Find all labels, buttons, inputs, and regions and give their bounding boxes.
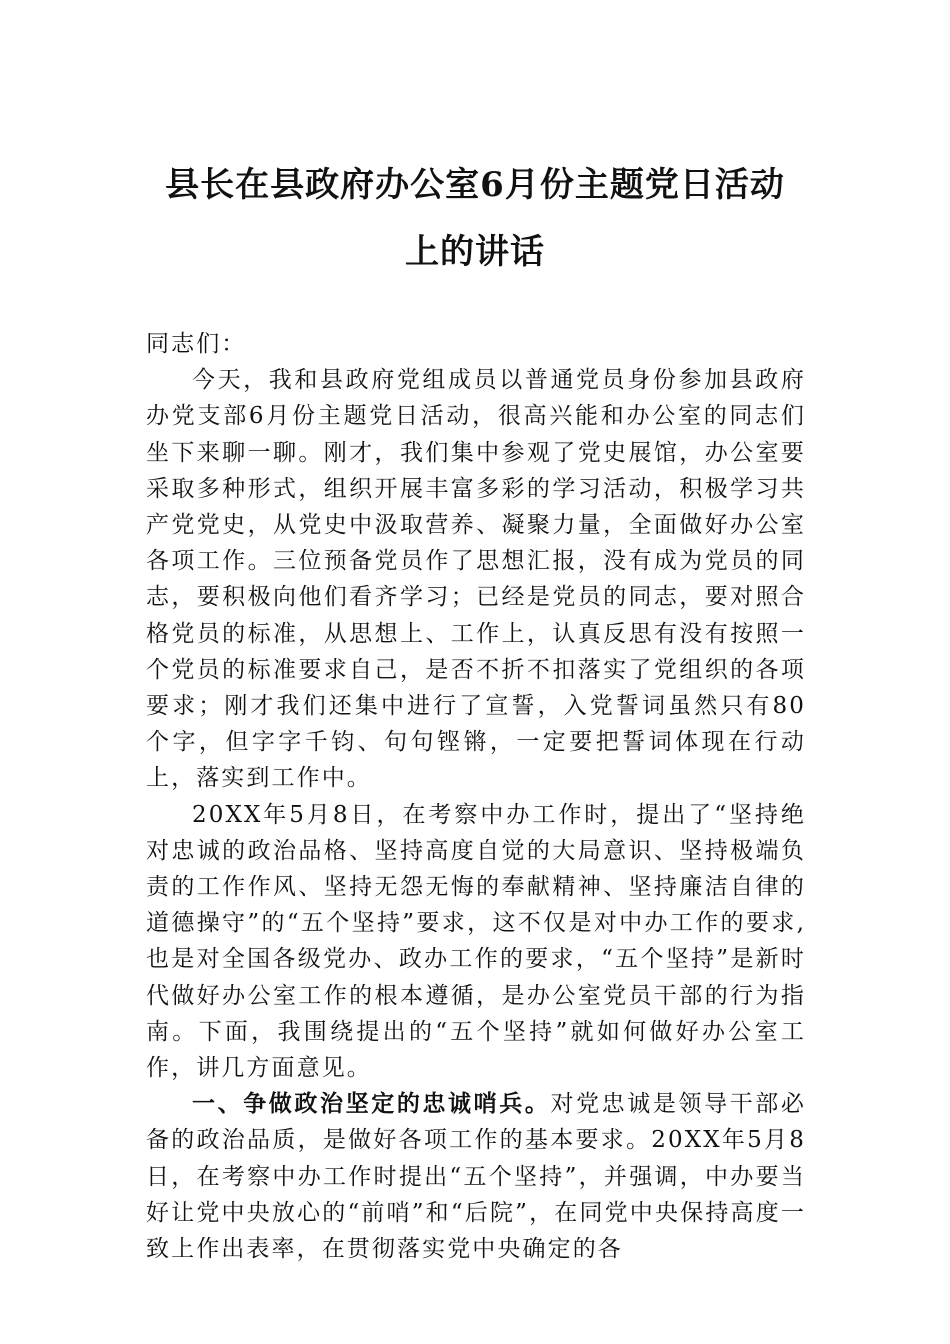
document-body: [146, 326, 806, 1267]
section-1-heading: 一、争做政治坚定的忠诚哨兵。: [192, 1090, 551, 1118]
salutation: 同志们：: [146, 331, 247, 357]
paragraph-five-persistence: 20XX年5月8日，在考察中办工作时，提出了“坚持绝对忠诚的政治品格、坚持高度自觉的大局意识、坚持极端负责的工作作风、坚持无怨无悔的奉献精神、坚持廉洁自律的道德操守”的“五个坚持”要求，这不仅是对中办工作的要求,也是对全国各级党办、政办工作的要求，“五个坚持”是新时代做好办公室工作的根本遵循，是办公室党员干部的行为指南。下面，我围绕提出的“五个坚持”就如何做好办公室工作，讲几方面意见。: [146, 801, 806, 1082]
paragraph-intro: 今天，我和县政府党组成员以普通党员身份参加县政府办党支部6月份主题党日活动，很高兴能和办公室的同志们坐下来聊一聊。刚才，我们集中参观了党史展馆，办公室要采取多种形式，组织开展丰富多彩的学习活动，积极学习共产党党史，从党史中汲取营养、凝聚力量，全面做好办公室各项工作。三位预备党员作了思想汇报，没有成为党员的同志，要积极向他们看齐学习；已经是党员的同志，要对照合格党员的标准，从思想上、工作上，认真反思有没有按照一个党员的标准要求自己，是否不折不扣落实了党组织的各项要求；刚才我们还集中进行了宣誓，入党誓词虽然只有80个字，但字字千钧、句句铿锵，一定要把誓词体现在行动上，落实到工作中。: [146, 367, 806, 792]
document-title-line-2: 上的讲话: [405, 232, 545, 272]
document-title-line-1: 县长在县政府办公室6月份主题党日活动: [165, 165, 785, 205]
section-1-text: 对党忠诚是领导干部必备的政治品质，是做好各项工作的基本要求。20XX年5月8日，在考察中办工作时提出“五个坚持”，并强调，中办要当好让党中央放心的“前哨”和“后院”，在同党中央保持高度一致上作出表率，在贯彻落实党中央确定的各: [146, 1091, 807, 1263]
paragraph-section-1: [146, 1086, 806, 1267]
